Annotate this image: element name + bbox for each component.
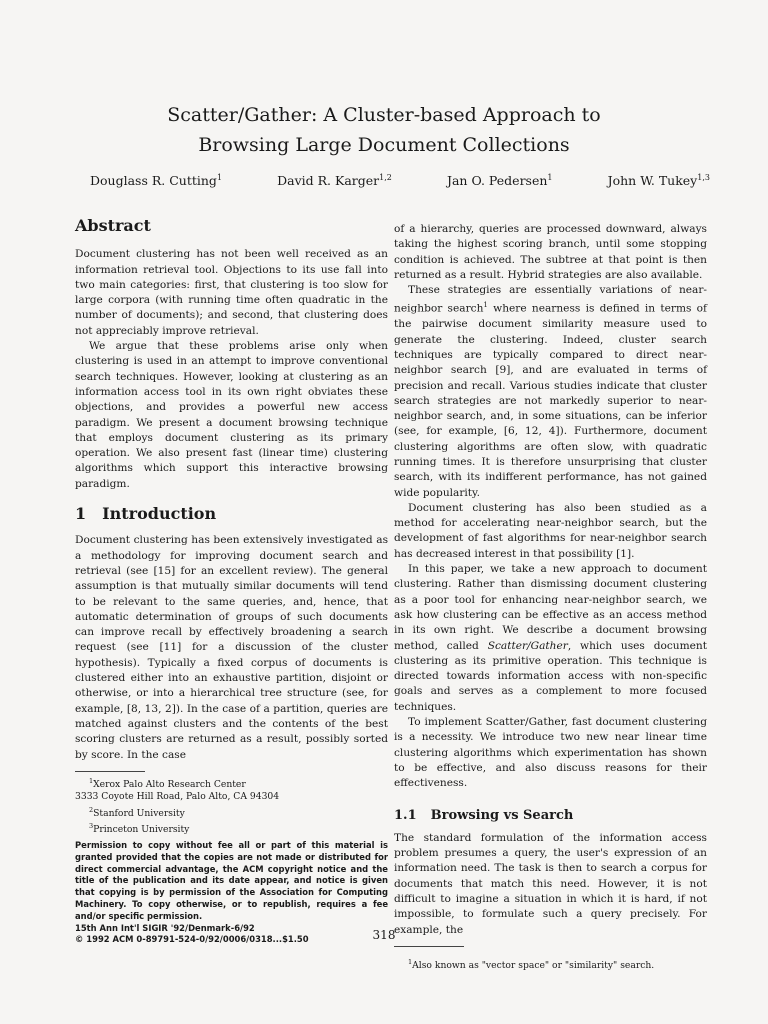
footnote-mark: 1: [89, 776, 94, 785]
abstract-heading: Abstract: [75, 216, 151, 235]
footnote-text: Stanford University: [93, 807, 185, 819]
right-column: [394, 222, 707, 973]
footnote-text: Also known as "vector space" or "similarity" search.: [412, 959, 655, 971]
footnote-mark: 2: [89, 805, 94, 814]
footnote-1: [75, 775, 388, 792]
paragraph-text: In this paper, we take a new approach to document clustering. Rather than dismissing document clustering as a poor tool for enhancing near-neighbor search, we ask how clustering can be effective as an access method in its own right. We describe a document browsing method, called: [394, 563, 707, 652]
body-paragraph: To implement Scatter/Gather, fast document clustering is a necessity. We introduce two new near linear time clustering algorithms which experimentation has shown to be effective, and also discuss reasons for their effectiveness.: [394, 716, 707, 790]
paper-title: [80, 100, 688, 160]
footnote-rule: [75, 771, 145, 772]
author: [608, 173, 710, 188]
section-title: Introduction: [102, 504, 217, 524]
footnote-rule: [394, 946, 464, 947]
body-paragraph: of a hierarchy, queries are processed downward, always taking the highest scoring branch, until some stopping condition is achieved. The subtree at that point is then returned as a result. Hybrid strategies are also available.: [394, 223, 707, 281]
author-name: Jan O. Pedersen: [446, 173, 548, 189]
subsection-number: 1.1: [394, 807, 417, 823]
footnote-text: Princeton University: [93, 824, 190, 836]
footnote-mark: 1: [408, 957, 413, 966]
paragraph-text: These strategies are essentially variations of near-neighbor search: [394, 284, 707, 316]
permission-text: Permission to copy without fee all or part of this material is granted provided that the copies are not made or distributed for direct commercial advantage, the ACM copyright notice and the title of the publication and its date appear, and notice is given that copying is by permission of the Association for Computing Machinery. To copy otherwise, or to republish, requires a fee and/or specific permission.: [75, 839, 388, 921]
author-affiliation-mark: 1,3: [697, 173, 710, 182]
subsection-title: Browsing vs Search: [430, 807, 574, 823]
affiliation-footnotes: [75, 775, 388, 837]
author-affiliation-mark: 1: [547, 173, 553, 182]
method-name: Scatter/Gather: [487, 639, 568, 652]
subsection-heading-browsing-vs-search: [394, 808, 707, 823]
title-line-2: Browsing Large Document Collections: [198, 134, 570, 156]
footnote-3: [75, 820, 388, 837]
footnote-1-address: 3333 Coyote Hill Road, Palo Alto, CA 94304: [75, 791, 280, 803]
copyright-line: © 1992 ACM 0-89791-524-0/92/0006/0318...$1.50: [75, 934, 309, 945]
body-paragraph: Document clustering has also been studied as a method for accelerating near-neighbor search, but the development of fast algorithms for near-neighbor search has decreased interest in that possibility [1].: [394, 501, 707, 560]
author-affiliation-mark: 1: [216, 173, 223, 182]
footnote-text: Xerox Palo Alto Research Center: [93, 778, 246, 790]
vector-space-footnote: [394, 955, 707, 973]
body-paragraph: [394, 283, 707, 501]
body-paragraph: The standard formulation of the information access problem presumes a query, the user's expression of an information need. The task is then to search a corpus for documents that match this need. However, it is not difficult to imagine a situation in which it is hard, if not impossible, to formulate such a query precisely. For example, the: [394, 831, 707, 936]
section-number: 1: [75, 504, 87, 524]
author: [90, 173, 222, 188]
author: [277, 173, 392, 188]
left-column: [75, 218, 388, 946]
abstract-paragraph: We argue that these problems arise only when clustering is used in an attempt to improve conventional search techniques. However, looking at clustering as an information access tool in its own right obviates these objections, and provides a powerful new access paradigm. We present a document browsing technique that employs document clustering as its primary operation. We also present fast (linear time) clustering algorithms which support this interactive browsing paradigm.: [75, 340, 388, 490]
author: [447, 173, 553, 188]
footnote-reference: 1: [483, 301, 488, 310]
body-paragraph: [394, 562, 707, 715]
paragraph-text: , which uses document clustering as its primitive operation. This technique is directed towards information access with non-specific goals and serves as a complement to more focused techniques.: [394, 639, 708, 713]
author-affiliation-mark: 1,2: [379, 173, 392, 182]
title-line-1: Scatter/Gather: A Cluster-based Approach to: [167, 104, 601, 126]
abstract-paragraph: Document clustering has not been well received as an information retrieval tool. Objections to its use fall into two main categories: first, that clustering is too slow for large corpora (with running time often quadratic in the number of documents); and second, that clustering does not appreciably improve retrieval.: [75, 248, 388, 337]
author-list: [90, 173, 710, 188]
footnote-mark: 3: [89, 822, 94, 831]
page-number: 318: [372, 928, 396, 942]
author-name: Douglass R. Cutting: [90, 173, 217, 189]
footnote-2: [75, 804, 388, 821]
introduction-paragraph: Document clustering has been extensively investigated as a methodology for improving document search and retrieval (see [15] for an excellent review). The general assumption is that mutually similar documents will tend to be relevant to the same queries, and, hence, that automatic determination of groups of such documents can improve recall by effectively broadening a search request (see [11] for a discussion of the cluster hypothesis). Typically a fixed corpus of documents is clustered either into an exhaustive partition, disjoint or otherwise, or into a hierarchical tree structure (see, for example, [8, 13, 2]). In the case of a partition, queries are matched against clusters and the contents of the best scoring clusters are returned as a result, possibly sorted by score. In the case: [75, 534, 388, 761]
author-name: John W. Tukey: [607, 173, 698, 189]
author-name: David R. Karger: [277, 173, 380, 189]
conference-line: 15th Ann Int'l SIGIR '92/Denmark-6/92: [75, 922, 255, 933]
paragraph-text: where nearness is defined in terms of the pairwise document similarity measure used to generate the clustering. Indeed, cluster search techniques are typically compared to direct near-neighbor search [9], and are evaluated in terms of precision and recall. Various studies indicate that cluster search strategies are not markedly superior to near-neighbor search, and, in some situations, can be inferior (see, for example, [6, 12, 4]). Furthermore, document clustering algorithms are often slow, with quadratic running times. It is therefore unsurprising that cluster search, with its indifferent performance, has not gained wide popularity.: [394, 303, 707, 499]
section-heading-introduction: [75, 504, 388, 524]
